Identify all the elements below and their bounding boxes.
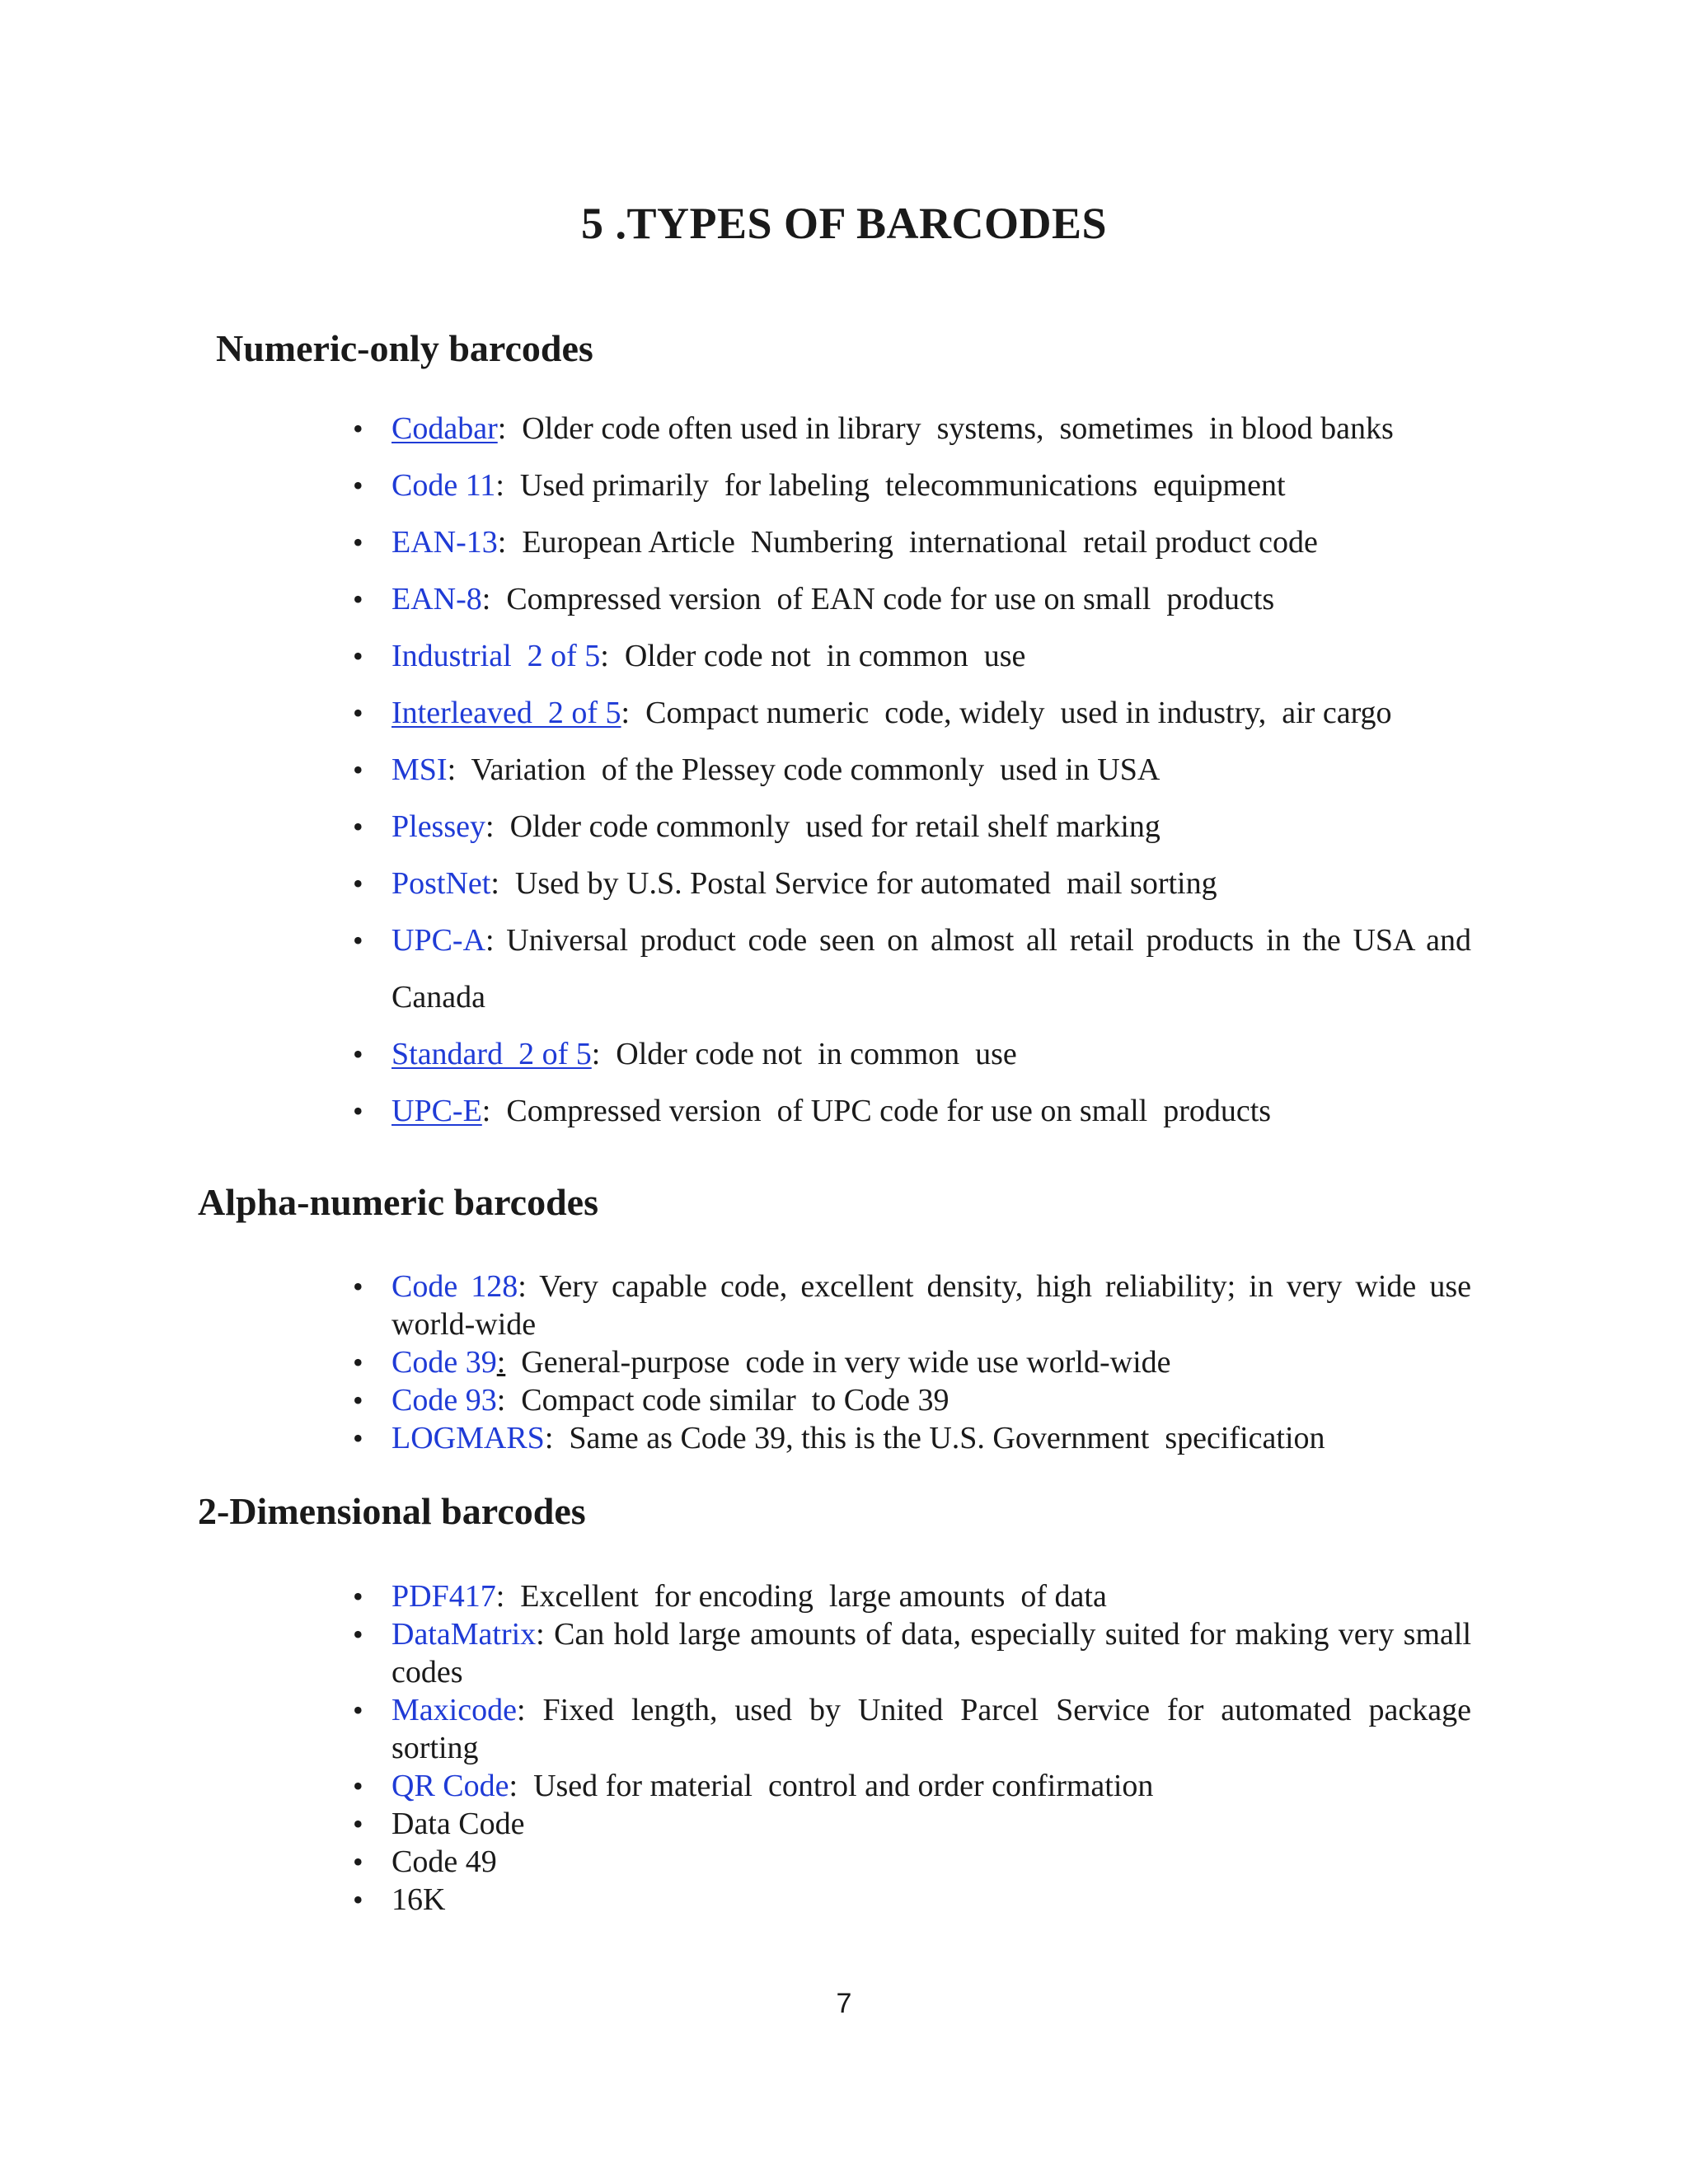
link-standard-2-of-5[interactable]: Standard 2 of 5 xyxy=(392,1037,592,1071)
item-description: Compact code similar to Code 39 xyxy=(505,1383,950,1418)
list-item: • Code 49 xyxy=(392,1843,1471,1881)
item-description: Compressed version of EAN code for use on small products xyxy=(490,582,1275,616)
term-ean-13: EAN-13 xyxy=(392,525,498,560)
list-item: • PDF417: Excellent for encoding large amounts of data xyxy=(392,1577,1471,1615)
list-item: • 16K xyxy=(392,1881,1471,1919)
term-logmars: LOGMARS xyxy=(392,1421,545,1455)
term-maxicode: Maxicode xyxy=(392,1693,517,1727)
term-postnet: PostNet xyxy=(392,866,491,901)
item-description: Same as Code 39, this is the U.S. Government specification xyxy=(553,1421,1325,1455)
list-item: • Maxicode: Fixed length, used by United Parcel Service for automated package sorting xyxy=(392,1691,1471,1767)
term-plessey: Plessey xyxy=(392,809,485,844)
list-item: • Industrial 2 of 5: Older code not in common use xyxy=(392,637,1471,694)
link-upc-e[interactable]: UPC-E xyxy=(392,1094,482,1128)
link-codabar[interactable]: Codabar xyxy=(392,411,498,446)
term-industrial-2-of-5: Industrial 2 of 5 xyxy=(392,639,601,673)
item-description: Fixed length, used by United Parcel Service for automated package sorting xyxy=(392,1693,1471,1765)
list-item: • Code 128: Very capable code, excellent density, high reliability; in very wide use world-wide xyxy=(392,1268,1471,1343)
list-item: • Code 11: Used primarily for labeling telecommunications equipment xyxy=(392,466,1471,523)
term-qr-code: QR Code xyxy=(392,1769,509,1803)
list-item: • Interleaved 2 of 5: Compact numeric code, widely used in industry, air cargo xyxy=(392,694,1471,751)
term-pdf417: PDF417 xyxy=(392,1579,496,1614)
item-description: Used by U.S. Postal Service for automated mail sorting xyxy=(499,866,1217,901)
section-heading-numeric: Numeric-only barcodes xyxy=(216,327,593,369)
numeric-barcode-list xyxy=(392,410,1471,1149)
item-description: Older code not in common use xyxy=(608,639,1026,673)
list-item: • Standard 2 of 5: Older code not in common use xyxy=(392,1035,1471,1092)
item-description: Used for material control and order confirmation xyxy=(518,1769,1154,1803)
list-item: • QR Code: Used for material control and order confirmation xyxy=(392,1767,1471,1805)
term-ean-8: EAN-8 xyxy=(392,582,482,616)
item-description: Used primarily for labeling telecommunications equipment xyxy=(504,468,1286,503)
item-description: Can hold large amounts of data, especially suited for making very small codes xyxy=(392,1617,1471,1690)
term-code-11: Code 11 xyxy=(392,468,496,503)
page-number: 7 xyxy=(836,1988,852,2019)
item-description: Older code often used in library systems, sometimes in blood banks xyxy=(506,411,1394,446)
list-item: • UPC-A: Universal product code seen on almost all retail products in the USA and Canada xyxy=(392,912,1471,1026)
item-description: Universal product code seen on almost all retail products in the USA and Canada xyxy=(392,923,1471,1015)
item-description: Older code not in common use xyxy=(600,1037,1017,1071)
item-description: General-purpose code in very wide use world-wide xyxy=(505,1345,1171,1380)
term-code-128: Code 128 xyxy=(392,1269,518,1304)
list-item: • EAN-13: European Article Numbering international retail product code xyxy=(392,523,1471,580)
item-description: Compact numeric code, widely used in industry, air cargo xyxy=(630,696,1392,730)
item-description: Very capable code, excellent density, high reliability; in very wide use world-wide xyxy=(392,1269,1471,1342)
list-item: • Codabar: Older code often used in library systems, sometimes in blood banks xyxy=(392,410,1471,466)
section-heading-2d: 2-Dimensional barcodes xyxy=(198,1490,586,1532)
item-description: Compressed version of UPC code for use on small products xyxy=(490,1094,1272,1128)
list-item: • Code 39: General-purpose code in very wide use world-wide xyxy=(392,1343,1471,1381)
list-item: • EAN-8: Compressed version of EAN code for use on small products xyxy=(392,580,1471,637)
list-item: • UPC-E: Compressed version of UPC code for use on small products xyxy=(392,1092,1471,1149)
two-dimensional-barcode-list xyxy=(392,1577,1471,1919)
list-item: • PostNet: Used by U.S. Postal Service for automated mail sorting xyxy=(392,865,1471,921)
term-code-39: Code 39 xyxy=(392,1345,497,1380)
item-description: Excellent for encoding large amounts of data xyxy=(504,1579,1107,1614)
list-item: • LOGMARS: Same as Code 39, this is the U.S. Government specification xyxy=(392,1419,1471,1457)
section-heading-alpha-numeric: Alpha-numeric barcodes xyxy=(198,1181,598,1223)
list-item: • DataMatrix: Can hold large amounts of data, especially suited for making very small codes xyxy=(392,1615,1471,1691)
list-item: • Data Code xyxy=(392,1805,1471,1843)
list-item: • Plessey: Older code commonly used for retail shelf marking xyxy=(392,808,1471,865)
item-description: European Article Numbering international retail product code xyxy=(506,525,1318,560)
term-datamatrix: DataMatrix xyxy=(392,1617,537,1652)
page-title: 5 .TYPES OF BARCODES xyxy=(580,199,1108,248)
alpha-numeric-barcode-list xyxy=(392,1268,1471,1457)
item-description: Variation of the Plessey code commonly used in USA xyxy=(456,752,1160,787)
link-interleaved-2-of-5[interactable]: Interleaved 2 of 5 xyxy=(392,696,621,730)
term-code-93: Code 93 xyxy=(392,1383,497,1418)
item-description: Older code commonly used for retail shelf marking xyxy=(494,809,1160,844)
list-item: • MSI: Variation of the Plessey code commonly used in USA xyxy=(392,751,1471,808)
list-item: • Code 93: Compact code similar to Code 39 xyxy=(392,1381,1471,1419)
term-msi: MSI xyxy=(392,752,448,787)
term-upc-a: UPC-A xyxy=(392,923,486,958)
